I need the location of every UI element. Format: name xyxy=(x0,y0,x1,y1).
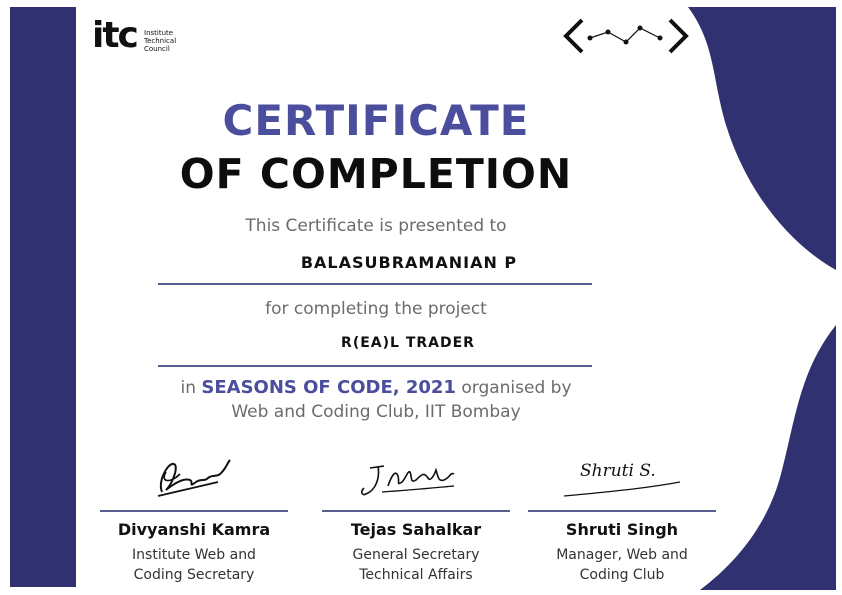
signatory-2 xyxy=(322,452,510,585)
signatory-1 xyxy=(100,452,288,585)
signature-line-3 xyxy=(528,510,716,512)
signatory-role xyxy=(100,545,288,585)
role-line-2: Technical Affairs xyxy=(359,567,473,583)
signature-line-1 xyxy=(100,510,288,512)
recipient-name: BALASUBRAMANIAN P xyxy=(300,253,518,272)
logo-mark: itc xyxy=(92,15,137,56)
signatory-name: Divyanshi Kamra xyxy=(117,520,271,539)
event-name: SEASONS OF CODE, 2021 xyxy=(201,377,456,398)
title-of-completion: OF COMPLETION xyxy=(179,150,573,198)
organised-text: organised by xyxy=(461,378,572,398)
organised-statement xyxy=(0,376,752,424)
signature-line-2 xyxy=(322,510,510,512)
signatory-name: Shruti Singh xyxy=(565,520,679,539)
role-line-1: Institute Web and xyxy=(132,547,256,563)
left-decorative-band xyxy=(10,7,76,587)
in-text: in xyxy=(180,378,196,398)
logo-text xyxy=(144,29,204,53)
project-underline xyxy=(158,365,592,367)
itc-logo xyxy=(92,14,192,62)
signature-3 xyxy=(528,452,716,504)
logo-line-3: Council xyxy=(144,45,170,53)
role-line-1: General Secretary xyxy=(352,547,480,563)
organiser: Web and Coding Club, IIT Bombay xyxy=(231,402,521,422)
signatory-3 xyxy=(528,452,716,585)
project-name: R(EA)L TRADER xyxy=(341,335,475,351)
signature-1 xyxy=(100,452,288,504)
role-line-2: Coding Secretary xyxy=(133,567,255,583)
signatory-name: Tejas Sahalkar xyxy=(350,520,482,539)
signature-2 xyxy=(322,452,510,504)
logo-line-2: Technical xyxy=(144,37,177,45)
event-line xyxy=(0,376,752,400)
title-certificate: CERTIFICATE xyxy=(222,96,530,145)
presented-text: This Certificate is presented to xyxy=(245,216,507,236)
project-intro: for completing the project xyxy=(265,299,487,319)
signatory-role xyxy=(322,545,510,585)
logo-line-1: Institute xyxy=(144,29,174,37)
role-line-2: Coding Club xyxy=(579,567,665,583)
signature-3-text: Shruti S. xyxy=(580,461,656,481)
recipient-underline xyxy=(158,283,592,285)
signatory-role xyxy=(528,545,716,585)
code-brackets-icon xyxy=(560,14,692,58)
role-line-1: Manager, Web and xyxy=(556,547,688,563)
